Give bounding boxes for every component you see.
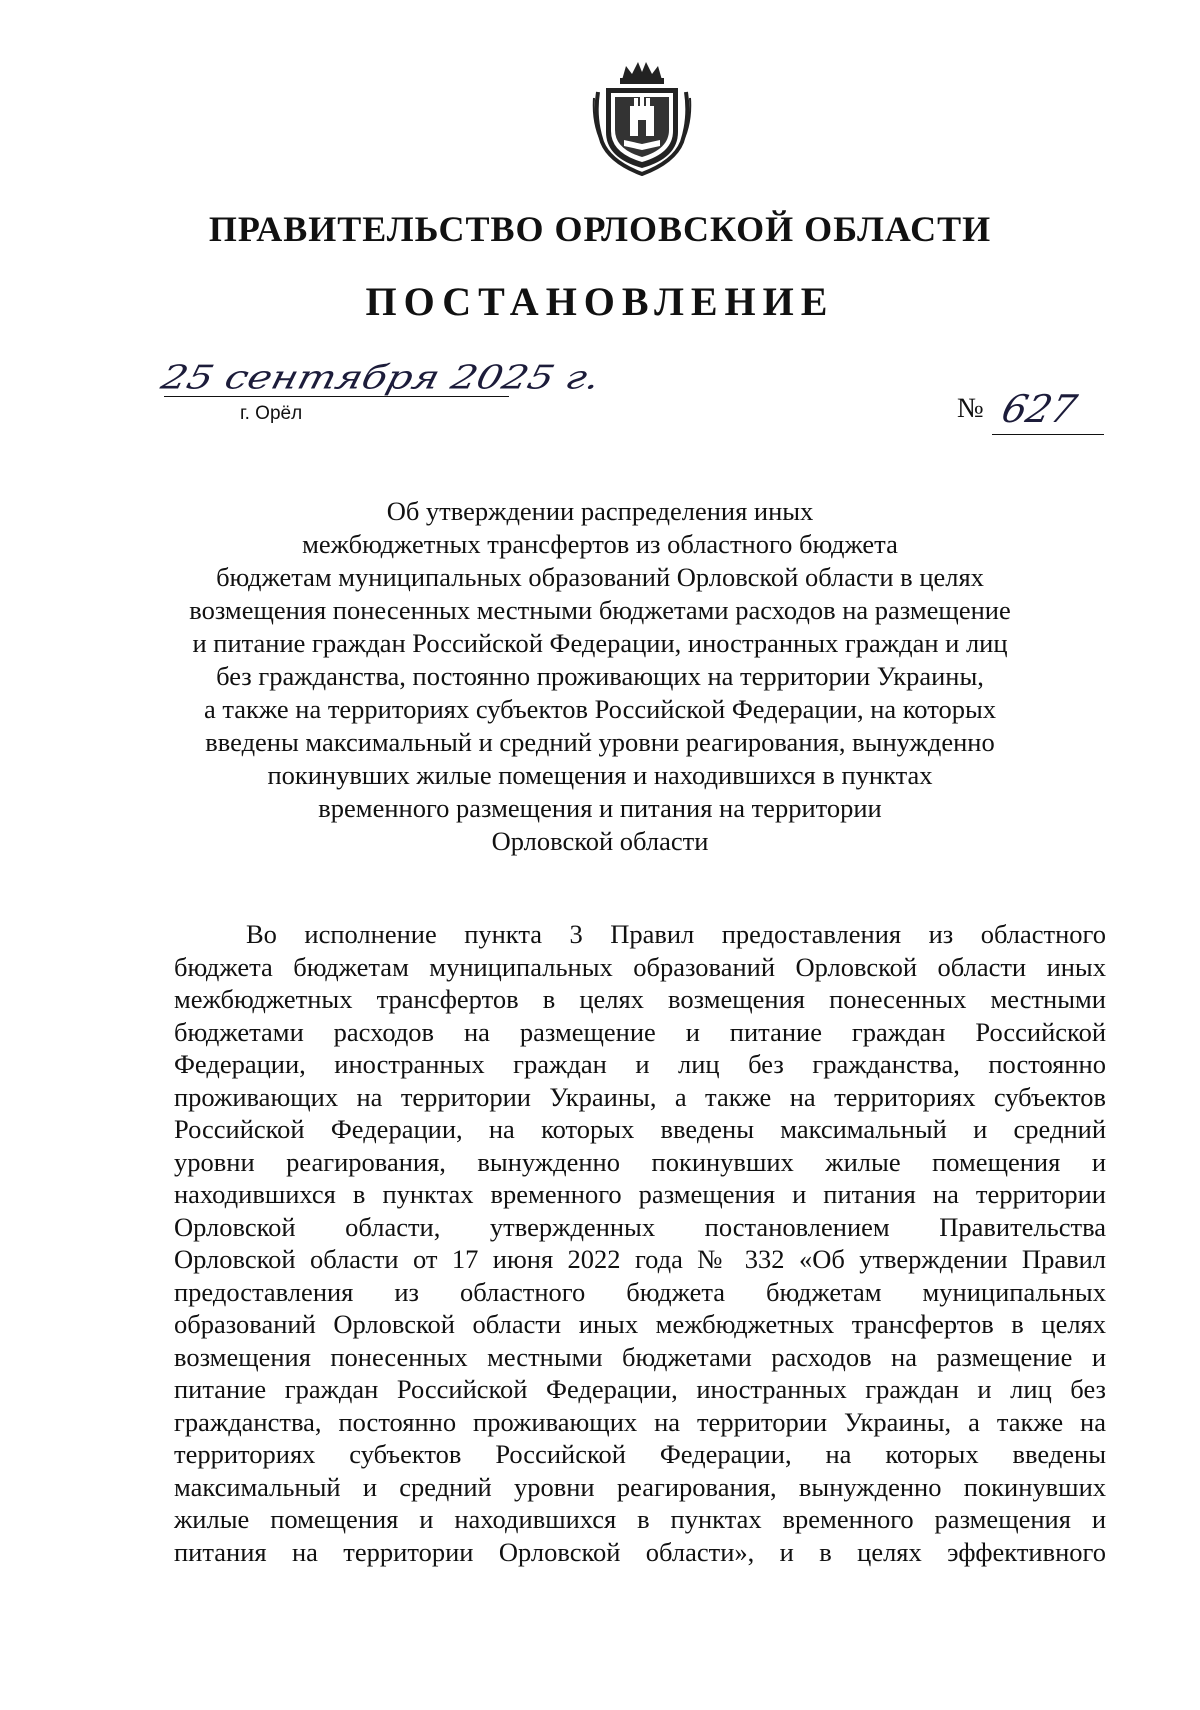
body-line: питания на территории Орловской области», и в целях эффективного (174, 1536, 1106, 1567)
subject-line: введены максимальный и средний уровни реагирования, вынужденно (205, 727, 995, 757)
subject-line: Орловской области (491, 826, 709, 856)
handwritten-date: 25 сентября 2025 г. (157, 358, 604, 397)
document-subject (150, 495, 1050, 858)
body-line: уровни реагирования, вынужденно покинувших жилые помещения и (174, 1146, 1106, 1177)
subject-line: без гражданства, постоянно проживающих на территории Украины, (216, 661, 984, 691)
subject-line: покинувших жилые помещения и находившихся в пунктах (267, 760, 933, 790)
body-line: находившихся в пунктах временного размещения и питания на территории (174, 1179, 1106, 1209)
body-line: питание граждан Российской Федерации, иностранных граждан и лиц без (174, 1374, 1106, 1404)
handwritten-number: 627 (997, 387, 1082, 431)
subject-line: временного размещения и питания на территории (318, 793, 882, 823)
body-line: межбюджетных трансфертов в целях возмещения понесенных местными (174, 984, 1106, 1014)
body-paragraph (174, 918, 1106, 1568)
coat-of-arms-emblem (592, 58, 692, 176)
organization-title: ПРАВИТЕЛЬСТВО ОРЛОВСКОЙ ОБЛАСТИ (208, 209, 992, 249)
subject-line: возмещения понесенных местными бюджетами расходов на размещение (189, 595, 1011, 625)
body-line: проживающих на территории Украины, а также на территориях субъектов (174, 1081, 1106, 1112)
body-line: жилые помещения и находившихся в пунктах временного размещения и (174, 1504, 1106, 1534)
subject-line: Об утверждении распределения иных (386, 496, 814, 526)
body-line: территориях субъектов Российской Федерации, на которых введены (174, 1439, 1106, 1469)
number-underline (992, 434, 1104, 435)
subject-line: межбюджетных трансфертов из областного бюджета (302, 529, 898, 559)
subject-line: и питание граждан Российской Федерации, иностранных граждан и лиц (192, 628, 1008, 658)
body-line: Орловской области от 17 июня 2022 года № 332 «Об утверждении Правил (174, 1244, 1106, 1274)
body-line: образований Орловской области иных межбюджетных трансфертов в целях (174, 1309, 1106, 1339)
body-line: Орловской области, утвержденных постановлением Правительства (174, 1211, 1106, 1242)
body-line: возмещения понесенных местными бюджетами расходов на размещение и (174, 1341, 1106, 1372)
body-line: Российской Федерации, на которых введены максимальный и средний (174, 1114, 1106, 1144)
city-label: г. Орёл (240, 403, 303, 424)
subject-line: бюджетам муниципальных образований Орловской области в целях (216, 562, 984, 592)
body-line: гражданства, постоянно проживающих на территории Украины, а также на (174, 1406, 1106, 1437)
body-line: максимальный и средний уровни реагирования, вынужденно покинувших (174, 1471, 1106, 1502)
subject-line: а также на территориях субъектов Российской Федерации, на которых (204, 694, 996, 724)
body-line: бюджета бюджетам муниципальных образований Орловской области иных (174, 951, 1106, 982)
document-type-heading: ПОСТАНОВЛЕНИЕ (365, 279, 835, 324)
number-sign: № (957, 393, 984, 424)
body-line: бюджетами расходов на размещение и питание граждан Российской (174, 1016, 1106, 1047)
body-line: предоставления из областного бюджета бюджетам муниципальных (174, 1276, 1106, 1307)
body-line: Федерации, иностранных граждан и лиц без гражданства, постоянно (174, 1049, 1106, 1079)
body-line: Во исполнение пункта 3 Правил предоставления из областного (246, 919, 1106, 949)
